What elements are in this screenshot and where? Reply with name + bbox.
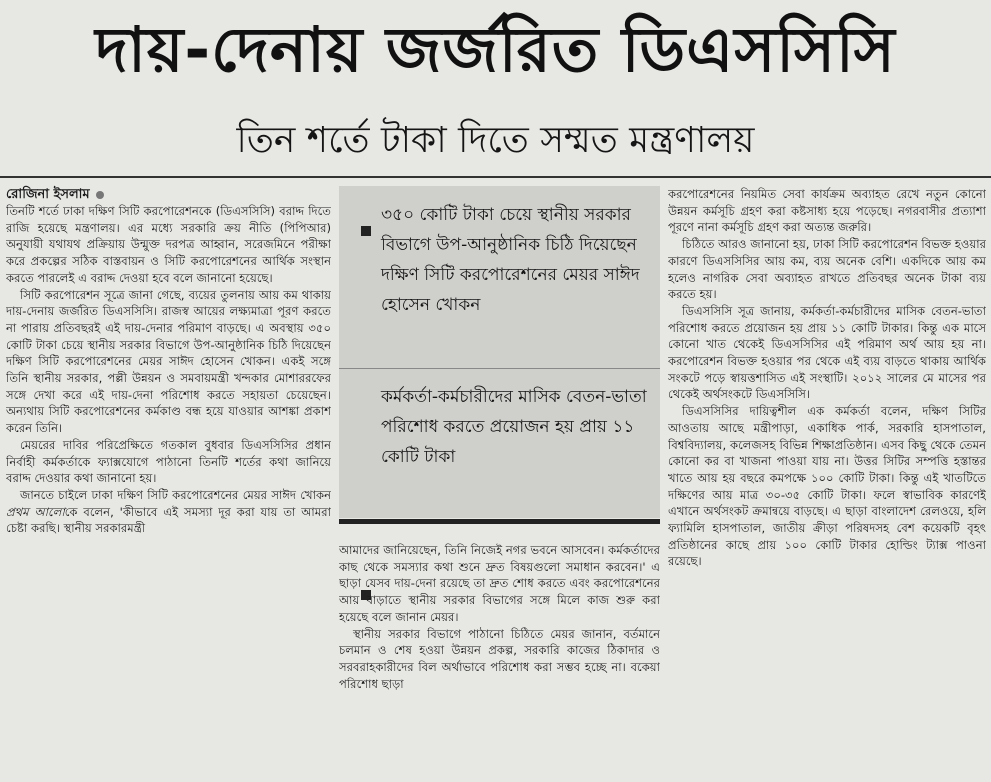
- highlight-text: কর্মকর্তা-কর্মচারীদের মাসিক বেতন-ভাতা পরিশোধ করতে প্রয়োজন হয় প্রায় ১১ কোটি টাকা: [381, 387, 647, 467]
- paragraph: ডিএসসিসি সূত্র জানায়, কর্মকর্তা-কর্মচারীদের মাসিক বেতন-ভাতা পরিশোধ করতে প্রয়োজন হয় প্রায় ১১ কোটি টাকার। কিন্তু এক মাসে কোনো খাত থেকেই ডিএসসিসির এই পরিমাণ অর্থ আয় হয় না। করপোরেশন বিভক্ত হওয়ার পর থেকে এই ব্যয় বাড়তে থাকায় আর্থিক সংকটে পড়ে স্বায়ত্তশাসিত এই সংস্থাটি। ২০১২ সালের মে মাসের পর থেকেই অর্থসংকটে ডিএসসিসি।: [668, 303, 986, 402]
- paragraph: স্থানীয় সরকার বিভাগে পাঠানো চিঠিতে মেয়র জানান, বর্তমানে চলমান ও শেষ হওয়া উন্নয়ন প্রকল্প, সরকারি কাজের ঠিকাদার ও সরবরাহকারীদের বিল অর্থাভাবে পরিশোধ করা সম্ভব হচ্ছে না। বকেয়া পরিশোধ ছাড়া: [339, 626, 660, 691]
- paragraph-text: কে বলেন, 'কীভাবে এই সমস্যা দূর করা যায় তা আমরা চেষ্টা করছি। স্থানীয় সরকারমন্ত্রী: [6, 504, 331, 536]
- highlight-box: [339, 186, 660, 518]
- paragraph: [6, 487, 331, 537]
- byline-dot-icon: [96, 191, 104, 199]
- paragraph: তিনটি শর্তে ঢাকা দক্ষিণ সিটি করপোরেশনকে (ডিএসসিসি) বরাদ্দ দিতে রাজি হয়েছে মন্ত্রণালয়। এর মধ্যে সরকারি ক্রয় নীতি (পিপিআর) অনুযায়ী যথাযথ প্রক্রিয়ায় উন্মুক্ত দরপত্র আহ্বান, সরেজমিনে পরীক্ষা করে প্রকল্পের সঠিক বাস্তবায়ন ও সিটি করপোরেশনের আর্থিক সংস্থান করতে পারলেই এ বরাদ্দ দেওয়া হবে বলে জানানো হয়েছে।: [6, 204, 331, 285]
- author-name: রোজিনা ইসলাম: [6, 187, 90, 202]
- divider: [0, 176, 991, 178]
- paragraph: করপোরেশনের নিয়মিত সেবা কার্যক্রম অব্যাহত রেখে নতুন কোনো উন্নয়ন কর্মসূচি গ্রহণ করা কষ্টসাধ্য হয়ে পড়েছে। নগরবাসীর প্রত্যাশা পূরণে নানা কর্মসূচি গ্রহণ করা অত্যন্ত জরুরি।: [668, 187, 986, 235]
- article-column-1: [6, 203, 331, 779]
- highlight-text: ৩৫০ কোটি টাকা চেয়ে স্থানীয় সরকার বিভাগে উপ-আনুষ্ঠানিক চিঠি দিয়েছেন দক্ষিণ সিটি করপোরেশনের মেয়র সাঈদ হোসেন খোকন: [381, 205, 640, 315]
- highlight-separator: [339, 368, 660, 369]
- paragraph: মেয়রের দাবির পরিপ্রেক্ষিতে গতকাল বুধবার ডিএসসিসির প্রধান নির্বাহী কর্মকর্তাকে ফ্যাক্সযোগে পাঠানো তিনটি শর্তের কথা জানিয়ে বরাদ্দ দেওয়ার কথা জানানো হয়।: [6, 437, 331, 486]
- highlight-item: [361, 382, 651, 472]
- square-bullet-icon: [361, 226, 371, 236]
- box-bottom-rule: [339, 519, 660, 524]
- paragraph: চিঠিতে আরও জানানো হয়, ঢাকা সিটি করপোরেশন বিভক্ত হওয়ার কারণে ডিএসসিসির আয় কম, ব্যয় অনেক বেশি। একদিকে আয় কম হলেও নাগরিক সেবা অব্যাহত রাখতে প্রতিবছর অনেক টাকা ব্যয় করতে হয়।: [668, 237, 986, 302]
- paragraph-text: জানতে চাইলে ঢাকা দক্ষিণ সিটি করপোরেশনের মেয়র সাঈদ খোকন: [20, 487, 331, 502]
- subheadline: তিন শর্তে টাকা দিতে সম্মত মন্ত্রণালয়: [236, 120, 755, 161]
- highlight-item: [361, 200, 651, 320]
- article-column-2: [339, 542, 660, 779]
- article-column-3: [668, 186, 986, 779]
- paragraph: ডিএসসিসির দায়িত্বশীল এক কর্মকর্তা বলেন, দক্ষিণ সিটির আওতায় আছে মন্ত্রীপাড়া, একাধিক পার্ক, সরকারি হাসপাতাল, বিশ্ববিদ্যালয়, কলেজসহ বিভিন্ন শিক্ষাপ্রতিষ্ঠান। এসব কিছু থেকে তেমন কোনো কর বা খাজনা পাওয়া যায় না। উত্তর সিটির সম্পত্তি হস্তান্তর খাতে আয় হয় বছরে কমপক্ষে ১০০ কোটি টাকা। কিন্তু এই খাতটিতে দক্ষিণের আয় মাত্র ৩০-৩৫ কোটি টাকা। ফলে স্বাভাবিক কারণেই এখানে অর্থসংকট ক্রমান্বয়ে বাড়ছে। এ ছাড়া বাংলাদেশ রেলওয়ে, হলি ফ্যামিলি হাসপাতাল, জাতীয় ক্রীড়া পরিষদসহ বেশ কয়েকটি বৃহৎ প্রতিষ্ঠানের কাছে প্রায় ১০০ কোটি টাকার হোল্ডিং ট্যাক্স পাওনা রয়েছে।: [668, 404, 986, 569]
- headline: দায়-দেনায় জর্জরিত ডিএসসিসি: [95, 13, 896, 86]
- paragraph: আমাদের জানিয়েছেন, তিনি নিজেই নগর ভবনে আসবেন। কর্মকর্তাদের কাছ থেকে সমস্যার কথা শুনে দ্রুত বিষয়গুলো সমাধান করবেন।' এ ছাড়া যেসব দায়-দেনা রয়েছে তা দ্রুত শোধ করতে এবং করপোরেশনের আয় বাড়াতে স্থানীয় সরকার বিভাগের সঙ্গে মিলে কাজ শুরু করা হয়েছে বলে জানান মেয়র।: [339, 543, 660, 624]
- newspaper-name: প্রথম আলো: [6, 504, 65, 519]
- paragraph: সিটি করপোরেশন সূত্রে জানা গেছে, ব্যয়ের তুলনায় আয় কম থাকায় দায়-দেনায় জর্জরিত ডিএসসিসি। রাজস্ব আয়ের লক্ষ্যমাত্রা পূরণ করতে না পারায় প্রতিবছরই এই দায়-দেনার পরিমাণ বাড়ছে। এ অবস্থায় ৩৫০ কোটি টাকা চেয়ে স্থানীয় সরকার বিভাগে উপ-আনুষ্ঠানিক চিঠি দিয়েছেন দক্ষিণ সিটি করপোরেশনের মেয়র সাঈদ হোসেন খোকন। একই সঙ্গে তিনি স্থানীয় সরকার, পল্লী উন্নয়ন ও সমবায়মন্ত্রী খন্দকার মোশাররফের সঙ্গে দেখা করে এই দায়-দেনা পরিশোধ করতে সহায়তা চেয়েছেন। অন্যথায় সিটি করপোরেশনের কর্মকাণ্ড বন্ধ হয়ে যাওয়ার আশঙ্কা প্রকাশ করেন তিনি।: [6, 287, 331, 436]
